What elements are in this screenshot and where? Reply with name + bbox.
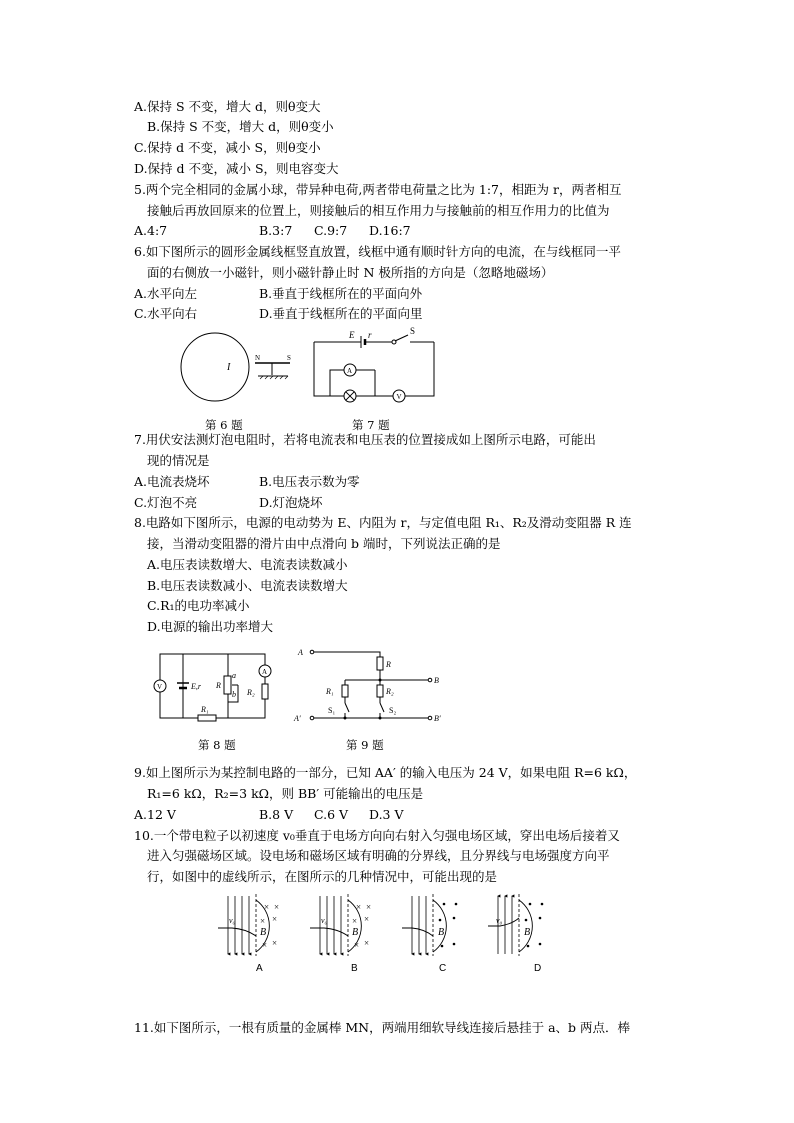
q6-stem-line2: 面的右侧放一小磁针，则小磁针静止时 N 极所指的方向是（忽略地磁场） [147, 265, 554, 280]
r-label: R [386, 660, 391, 669]
b-prime-label: B′ [434, 714, 441, 723]
n-pole-label: N [255, 354, 261, 362]
figure-6-caption: 第 6 题 [205, 418, 243, 432]
field-label: B [438, 927, 445, 938]
q4-option-b: B.保持 S 不变，增大 d，则θ变小 [147, 119, 334, 134]
s1-label: S₁ [328, 706, 336, 715]
source-label: E,r [191, 682, 201, 691]
figure-9 [290, 645, 450, 725]
q9-option-d: D.3 V [369, 807, 404, 822]
switch-s1 [345, 703, 349, 712]
figure-7 [310, 328, 440, 408]
terminal-b [428, 678, 432, 682]
figure-8 [148, 650, 278, 725]
terminal-a-label: a [232, 671, 236, 680]
q8-option-a: A.电压表读数增大、电流表读数减小 [147, 557, 348, 572]
junction-dot [379, 679, 382, 682]
q8-stem-line1: 8.电路如下图所示，电源的电动势为 E、内阻为 r，与定值电阻 R₁、R₂及滑动变阻器 R 连 [134, 515, 632, 530]
figure-8-caption: 第 8 题 [198, 738, 236, 752]
q5-option-d: D.16:7 [369, 223, 411, 238]
svg-text:×: × [366, 902, 372, 912]
terminal-a [310, 650, 314, 654]
panel-c-label: C [439, 963, 447, 974]
emf-label: E [349, 330, 355, 340]
q7-stem-line2: 现的情况是 [147, 453, 210, 468]
figure-7-caption: 第 7 题 [352, 418, 390, 432]
terminal-b-label: b [232, 690, 236, 699]
svg-text:×: × [264, 902, 270, 912]
svg-text:×: × [352, 916, 358, 926]
q6-option-c: C.水平向右 [134, 306, 198, 321]
voltmeter-label: V [157, 683, 163, 691]
figure-10 [222, 890, 582, 962]
q9-stem-line1: 9.如上图所示为某控制电路的一部分，已知 AA′ 的输入电压为 24 V，如果电阻 R=6 kΩ， [134, 765, 637, 780]
svg-text:×: × [262, 940, 268, 950]
panel-d [488, 894, 543, 956]
q8-option-d: D.电源的输出功率增大 [147, 619, 274, 634]
voltmeter-label: V [396, 393, 402, 401]
q5-stem-line1: 5.两个完全相同的金属小球，带异种电荷,两者带电荷量之比为 1:7，相距为 r，两者相互 [134, 182, 622, 197]
switch-lever [395, 335, 408, 341]
s2-label: S₂ [389, 706, 397, 715]
q8-option-b: B.电压表读数减小、电流表读数增大 [147, 578, 348, 593]
junction-dot [344, 717, 347, 720]
q10-stem-line3: 行，如图中的虚线所示，在图所示的几种情况中，可能出现的是 [147, 869, 498, 884]
resistor-r [377, 657, 383, 670]
q7-stem-line1: 7.用伏安法测灯泡电阻时，若将电流表和电压表的位置接成如上图所示电路，可能出 [134, 432, 596, 447]
r2-label: R₂ [247, 688, 255, 697]
circular-loop [181, 333, 249, 401]
svg-text:×: × [272, 914, 278, 924]
svg-text:×: × [356, 902, 362, 912]
figure-6 [170, 330, 300, 415]
q7-option-b: B.电压表示数为零 [259, 474, 360, 489]
q4-option-c: C.保持 d 不变，减小 S，则θ变小 [134, 140, 321, 155]
q7-option-c: C.灯泡不亮 [134, 495, 198, 510]
terminal-b-prime [428, 716, 432, 720]
panel-a-label: A [256, 963, 263, 974]
q4-option-d: D.保持 d 不变，减小 S，则电容变大 [134, 161, 339, 176]
svg-text:×: × [260, 916, 266, 926]
field-label: B [352, 927, 359, 938]
svg-text:×: × [364, 938, 370, 948]
q8-option-c: C.R₁的电功率减小 [147, 598, 250, 613]
v0-label: v₀ [321, 916, 328, 925]
r1-label: R₁ [326, 687, 334, 696]
q6-stem-line1: 6.如下图所示的圆形金属线框竖直放置，线框中通有顺时针方向的电流，在与线框同一平 [134, 244, 621, 259]
rheostat [224, 676, 231, 694]
q8-stem-line2: 接，当滑动变阻器的滑片由中点滑向 b 端时，下列说法正确的是 [147, 536, 501, 551]
s-pole-label: S [287, 354, 291, 362]
field-label: B [524, 927, 531, 938]
q5-option-b: B.3:7 [259, 223, 293, 238]
q6-option-a: A.水平向左 [134, 286, 198, 301]
junction-dot [379, 717, 382, 720]
q9-option-c: C.6 V [314, 807, 349, 822]
q7-option-a: A.电流表烧坏 [134, 474, 210, 489]
field-label: B [260, 927, 267, 938]
q7-option-d: D.灯泡烧坏 [259, 495, 323, 510]
a-label: A [298, 648, 303, 657]
resistor-r2 [262, 684, 268, 699]
panel-c [402, 894, 457, 956]
switch-s2 [380, 703, 384, 712]
r1-label: R₁ [201, 705, 209, 714]
q6-option-b: B.垂直于线框所在的平面向外 [259, 286, 423, 301]
svg-text:×: × [274, 902, 280, 912]
ammeter-label: A [262, 668, 268, 676]
resistor-r1 [342, 685, 348, 697]
r2-label: R₂ [386, 687, 394, 696]
switch-label: S [410, 326, 416, 336]
panel-d-label: D [534, 963, 542, 974]
a-prime-label: A′ [294, 714, 301, 723]
svg-text:×: × [354, 940, 360, 950]
q10-stem-line1: 10.一个带电粒子以初速度 v₀垂直于电场方向向右射入匀强电场区域，穿出电场后接着又 [134, 828, 620, 843]
rheostat-label: R [216, 681, 221, 690]
q9-option-b: B.8 V [259, 807, 294, 822]
q5-option-c: C.9:7 [314, 223, 348, 238]
terminal-a-prime [310, 716, 314, 720]
svg-text:×: × [272, 938, 278, 948]
q9-option-a: A.12 V [134, 807, 176, 822]
panel-a [218, 894, 279, 956]
q4-option-a: A.保持 S 不变，增大 d，则θ变大 [134, 99, 321, 114]
v0-label: v₀ [229, 916, 236, 925]
svg-text:×: × [364, 914, 370, 924]
resistor-r1 [198, 715, 216, 721]
internal-r-label: r [368, 330, 372, 340]
v0-label: v₀ [496, 916, 503, 925]
q10-stem-line2: 进入匀强磁场区域。设电场和磁场区域有明确的分界线，且分界线与电场强度方向平 [147, 848, 610, 863]
ammeter-label: A [347, 367, 353, 375]
q9-stem-line2: R₁=6 kΩ，R₂=3 kΩ，则 BB′ 可能输出的电压是 [147, 786, 424, 801]
b-label: B [434, 676, 439, 685]
figure-9-caption: 第 9 题 [346, 738, 384, 752]
resistor-r2 [377, 685, 383, 697]
panel-b [310, 894, 371, 956]
q5-option-a: A.4:7 [134, 223, 168, 238]
q5-stem-line2: 接触后再放回原来的位置上，则接触后的相互作用力与接触前的相互作用力的比值为 [147, 203, 610, 218]
current-label: I [227, 362, 231, 373]
panel-b-label: B [351, 963, 358, 974]
q11-stem-line1: 11.如下图所示，一根有质量的金属棒 MN，两端用细软导线连接后悬挂于 a、b 两点．棒 [134, 1020, 630, 1035]
q6-option-d: D.垂直于线框所在的平面向里 [259, 306, 423, 321]
